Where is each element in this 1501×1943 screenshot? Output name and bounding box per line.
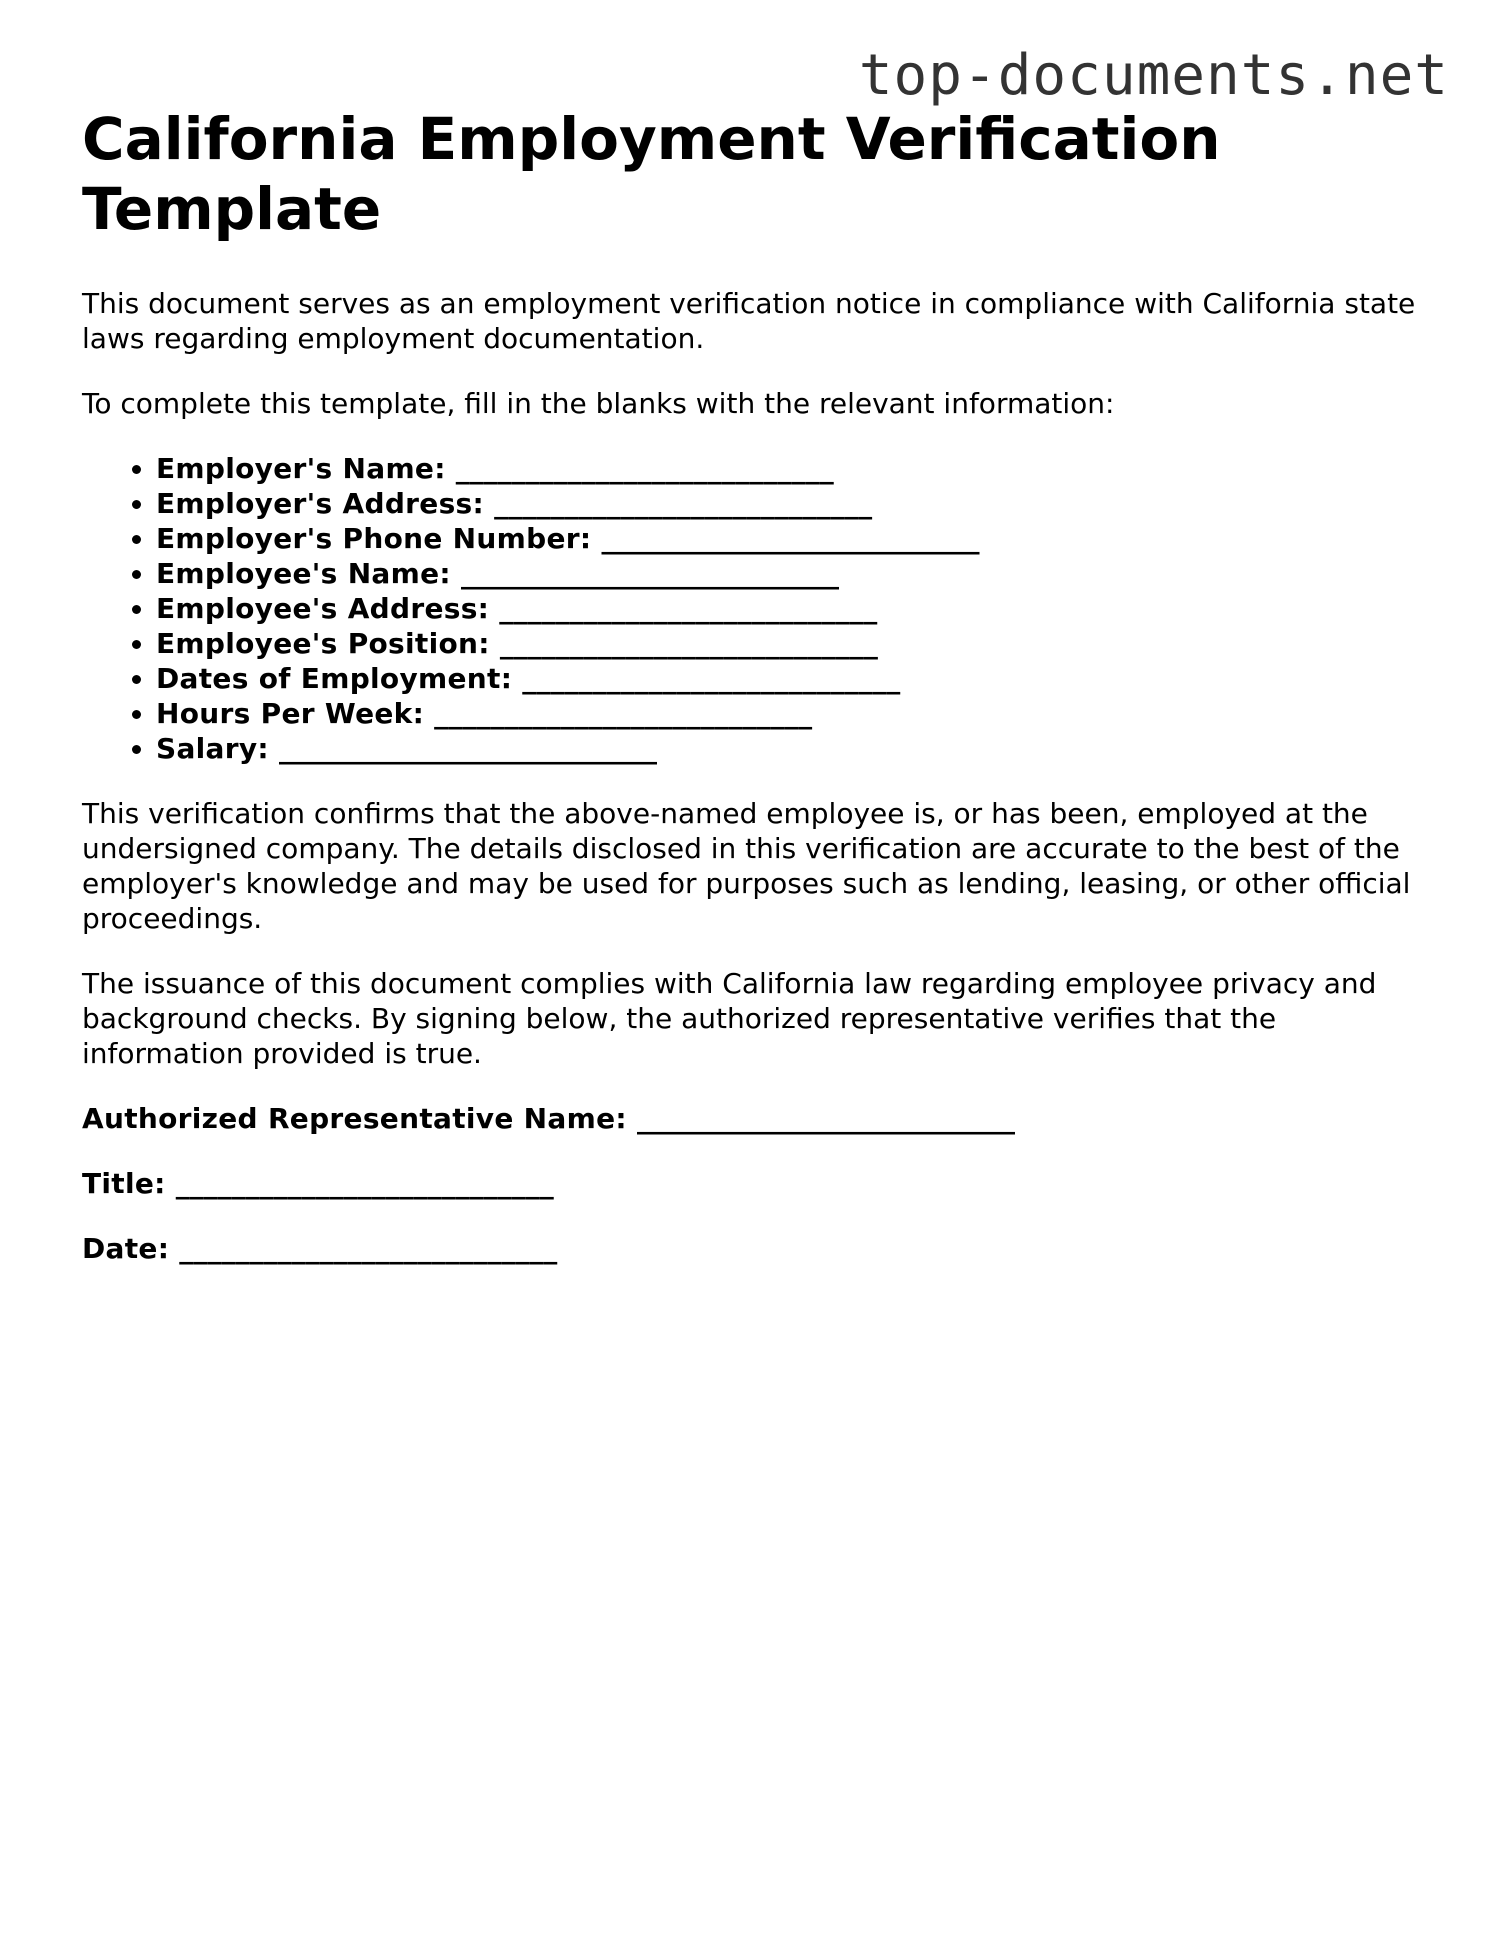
field-label: Employer's Address: xyxy=(156,487,485,520)
field-label: Employee's Position: xyxy=(156,627,490,660)
field-label: Employer's Name: xyxy=(156,452,446,485)
field-employer-phone xyxy=(156,521,1422,556)
blank-line: ___________________________ xyxy=(499,627,878,660)
blank-line: ___________________________ xyxy=(601,522,980,555)
blank-line: ___________________________ xyxy=(434,697,813,730)
blank-line: ___________________________ xyxy=(179,1232,558,1265)
field-employee-name xyxy=(156,556,1422,591)
instructions-paragraph: To complete this template, fill in the blanks with the relevant information: xyxy=(82,387,1115,420)
blank-line: ___________________________ xyxy=(455,452,834,485)
field-dates-of-employment xyxy=(156,661,1422,696)
field-employer-name xyxy=(156,451,1422,486)
field-label: Dates of Employment: xyxy=(156,662,513,695)
signature-date-line xyxy=(82,1231,1422,1266)
document-title: California Employment Verification Template xyxy=(82,105,1221,243)
field-employee-position xyxy=(156,626,1422,661)
watermark: top-documents.net xyxy=(858,43,1449,108)
blank-line: ___________________________ xyxy=(494,487,873,520)
blank-line: ___________________________ xyxy=(499,592,878,625)
signature-name-line xyxy=(82,1101,1422,1136)
field-employer-address xyxy=(156,486,1422,521)
signature-title-line xyxy=(82,1166,1422,1201)
signature-name-label: Authorized Representative Name: xyxy=(82,1102,627,1135)
blank-line: ___________________________ xyxy=(175,1167,554,1200)
field-label: Employee's Address: xyxy=(156,592,490,625)
fields-list xyxy=(82,451,1422,766)
signature-date-label: Date: xyxy=(82,1232,170,1265)
field-label: Salary: xyxy=(156,732,269,765)
blank-line: ___________________________ xyxy=(636,1102,1015,1135)
blank-line: ___________________________ xyxy=(460,557,839,590)
field-label: Employer's Phone Number: xyxy=(156,522,592,555)
field-label: Employee's Name: xyxy=(156,557,451,590)
field-salary xyxy=(156,731,1422,766)
field-hours-per-week xyxy=(156,696,1422,731)
intro-paragraph: This document serves as an employment verification notice in compliance with California state laws regarding employment documentation. xyxy=(82,287,1416,355)
blank-line: ___________________________ xyxy=(278,732,657,765)
blank-line: ___________________________ xyxy=(522,662,901,695)
signature-title-label: Title: xyxy=(82,1167,166,1200)
field-label: Hours Per Week: xyxy=(156,697,425,730)
compliance-paragraph: The issuance of this document complies with California law regarding employee privacy and background checks. By signing below, the authorized representative verifies that the information provided is true. xyxy=(82,967,1377,1070)
document-body xyxy=(82,104,1422,1266)
field-employee-address xyxy=(156,591,1422,626)
verification-paragraph: This verification confirms that the above-named employee is, or has been, employed at the undersigned company. The details disclosed in this verification are accurate to the best of the employer's knowledge and may be used for purposes such as lending, leasing, or other official proceedings. xyxy=(82,797,1411,935)
